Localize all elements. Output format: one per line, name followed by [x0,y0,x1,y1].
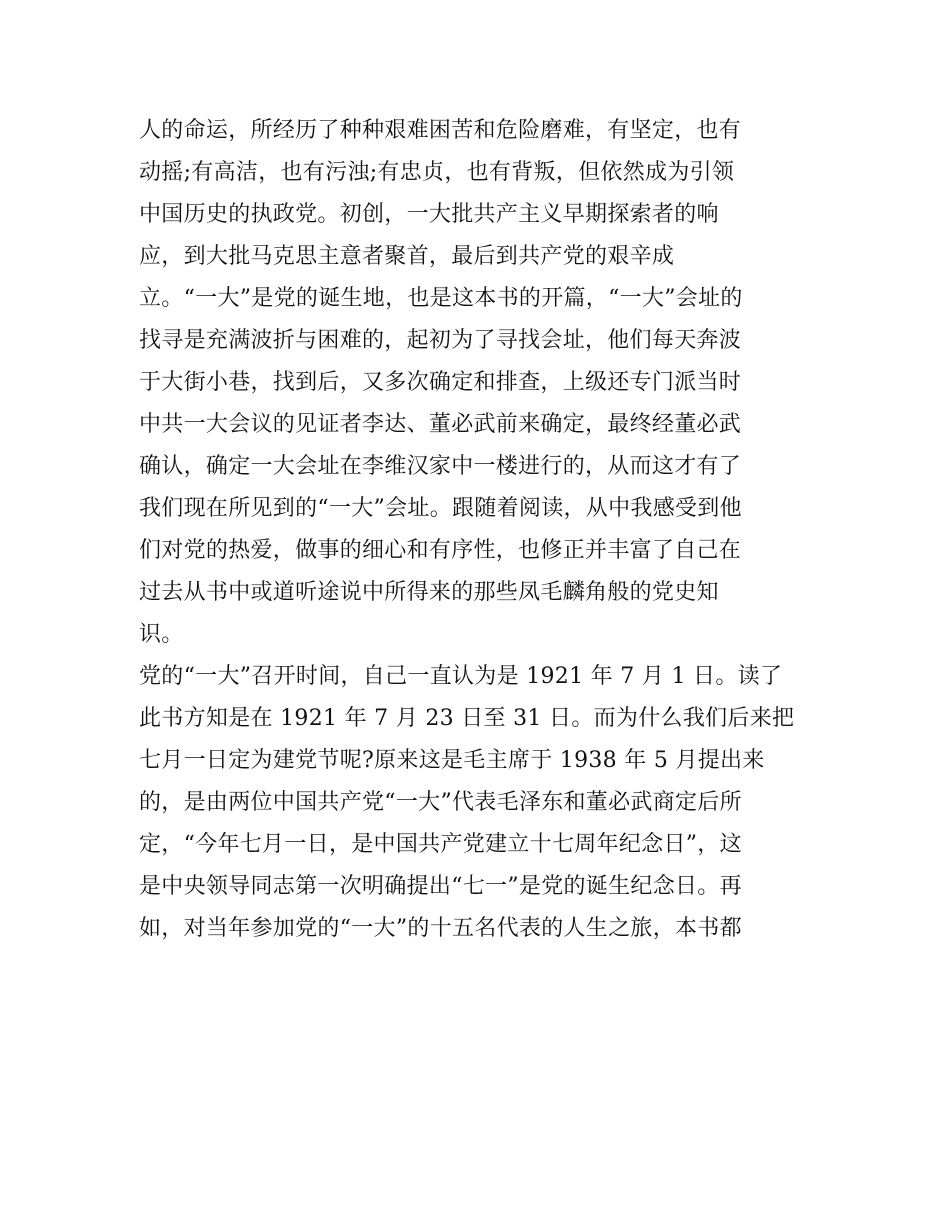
text-line: 定，“今年七月一日，是中国共产党建立十七周年纪念日”，这 [139,832,742,857]
text-line: 于大街小巷，找到后，又多次确定和排查，上级还专门派当时 [139,370,742,395]
text-line: 立。“一大”是党的诞生地，也是这本书的开篇，“一大”会址的 [139,286,743,311]
text-line: 动摇;有高洁，也有污浊;有忠贞，也有背叛，但依然成为引领 [139,160,735,185]
text-line: 我们现在所见到的“一大”会址。跟随着阅读，从中我感受到他 [139,496,742,521]
text-line: 此书方知是在 1921 年 7 月 23 日至 31 日。而为什么我们后来把 [139,706,795,731]
text-line: 如，对当年参加党的“一大”的十五名代表的人生之旅，本书都 [139,916,742,941]
text-line: 的，是由两位中国共产党“一大”代表毛泽东和董必武商定后所 [139,790,742,815]
text-line: 们对党的热爱，做事的细心和有序性，也修正并丰富了自己在 [139,538,742,563]
text-line: 是中央领导同志第一次明确提出“七一”是党的诞生纪念日。再 [139,874,742,899]
text-line: 中共一大会议的见证者李达、董必武前来确定，最终经董必武 [139,412,742,437]
text-line: 找寻是充满波折与困难的，起初为了寻找会址，他们每天奔波 [139,328,742,353]
text-line: 人的命运，所经历了种种艰难困苦和危险磨难，有坚定，也有 [139,118,742,143]
text-line: 确认，确定一大会址在李维汉家中一楼进行的，从而这才有了 [139,454,742,479]
body-text [139,110,829,950]
text-line: 中国历史的执政党。初创，一大批共产主义早期探索者的响 [139,202,719,227]
text-line: 识。 [139,622,184,647]
text-line: 应，到大批马克思主意者聚首，最后到共产党的艰辛成 [139,244,675,269]
text-line: 七月一日定为建党节呢?原来这是毛主席于 1938 年 5 月提出来 [139,748,765,773]
text-line: 党的“一大”召开时间，自己一直认为是 1921 年 7 月 1 日。读了 [139,664,783,689]
text-line: 过去从书中或道听途说中所得来的那些凤毛麟角般的党史知 [139,580,719,605]
